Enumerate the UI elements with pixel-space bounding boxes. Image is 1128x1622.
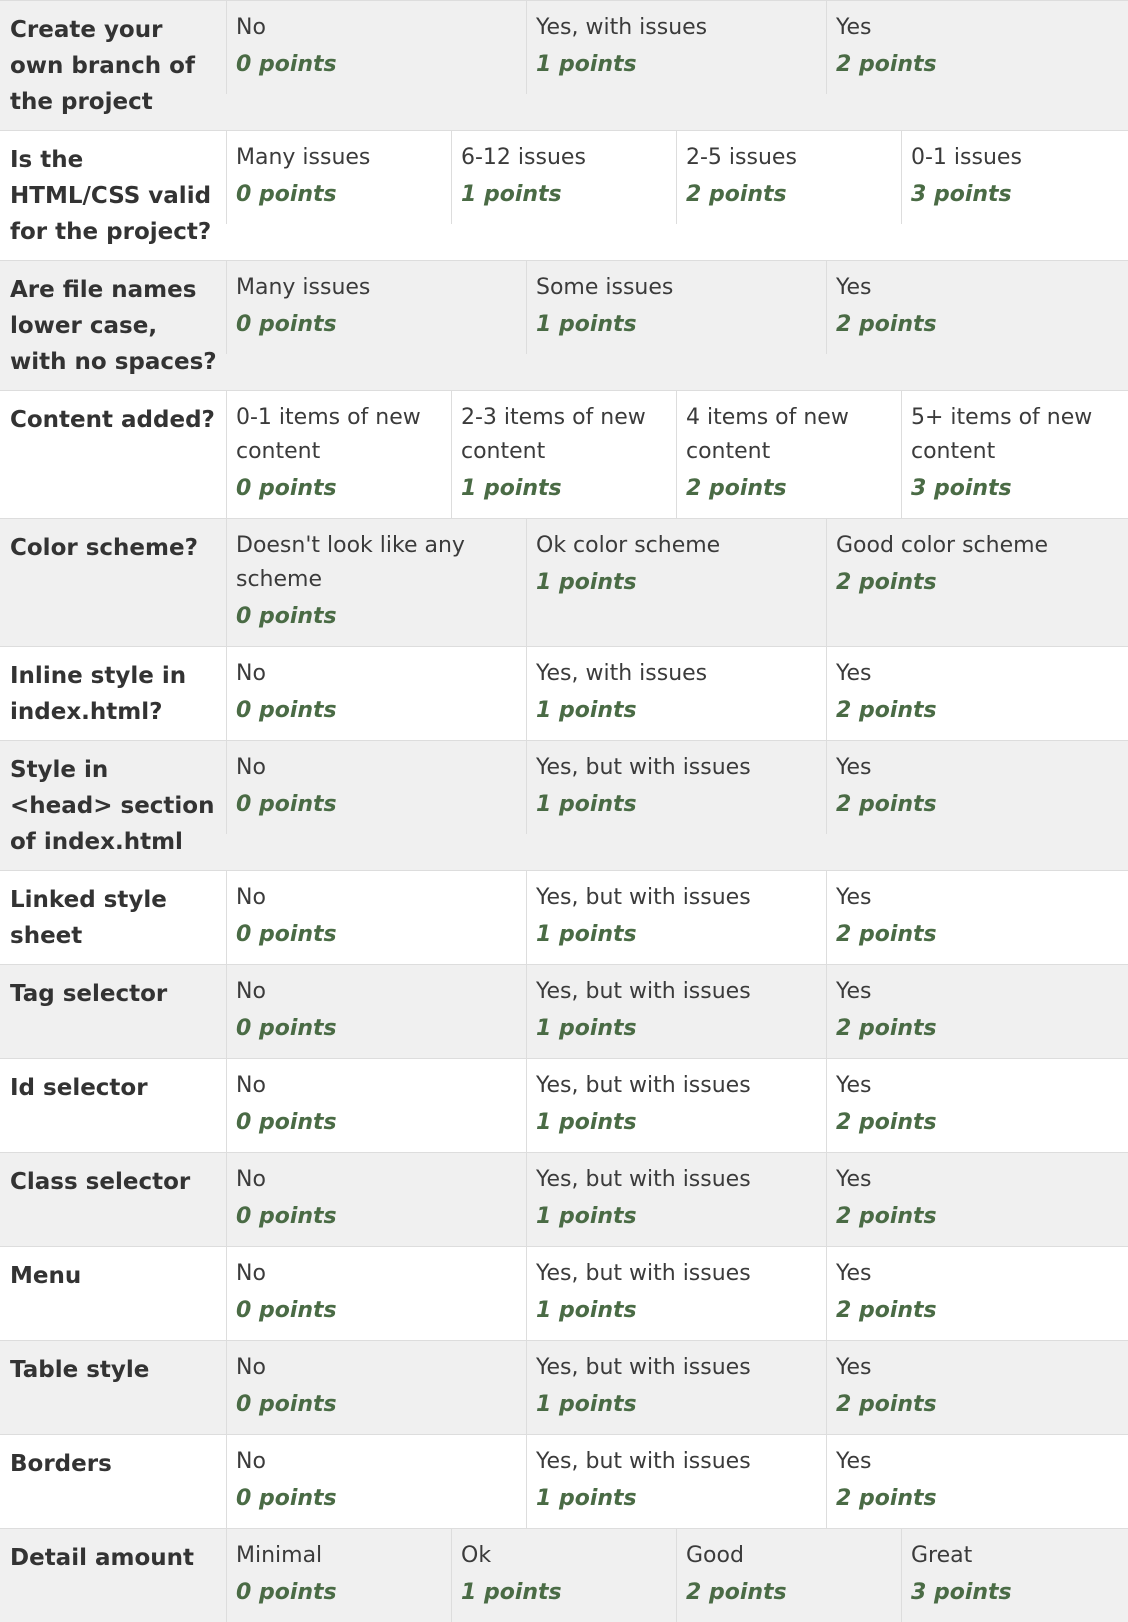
rating-levels <box>226 871 1128 964</box>
rating-description: No <box>236 1167 266 1192</box>
rating-points: 2 points <box>836 1016 937 1041</box>
criterion-label: Content added? <box>10 407 215 433</box>
rating-points: 1 points <box>536 570 637 595</box>
rubric-row <box>0 1340 1128 1434</box>
rating-points: 0 points <box>236 312 337 337</box>
rating-cell <box>226 261 526 354</box>
rating-cell <box>226 647 526 740</box>
rating-description: Yes, but with issues <box>536 885 751 910</box>
rating-points: 0 points <box>236 1016 337 1041</box>
rating-points: 0 points <box>236 922 337 947</box>
rating-cell <box>826 1153 1126 1246</box>
rating-description: Yes, but with issues <box>536 1261 751 1286</box>
rating-description: Yes, but with issues <box>536 979 751 1004</box>
rating-description: Good <box>686 1543 744 1568</box>
rating-description: No <box>236 979 266 1004</box>
rating-description: No <box>236 1355 266 1380</box>
rating-points: 2 points <box>836 312 937 337</box>
rating-cell <box>526 1 826 94</box>
rating-points: 0 points <box>236 1392 337 1417</box>
rating-description: Some issues <box>536 275 674 300</box>
rubric-row <box>0 390 1128 518</box>
rating-description: Yes <box>836 1167 872 1192</box>
criterion-label: Is the HTML/CSS valid for the project? <box>10 147 212 245</box>
rating-description: Many issues <box>236 145 371 170</box>
rating-cell <box>901 391 1126 518</box>
rating-cell <box>226 1059 526 1152</box>
rating-cell <box>226 741 526 834</box>
rating-points: 2 points <box>836 570 937 595</box>
rating-cell <box>826 871 1126 964</box>
rating-cell <box>526 741 826 834</box>
rating-description: Yes, with issues <box>536 661 708 686</box>
rating-cell <box>901 131 1126 224</box>
criterion-label: Class selector <box>10 1169 191 1195</box>
rating-points: 0 points <box>236 52 337 77</box>
rating-points: 3 points <box>911 182 1012 207</box>
rating-cell <box>451 131 676 224</box>
rating-points: 0 points <box>236 604 337 629</box>
rating-points: 1 points <box>461 182 562 207</box>
rating-points: 1 points <box>461 1580 562 1605</box>
rating-description: Yes <box>836 1261 872 1286</box>
rating-levels <box>226 391 1128 518</box>
rating-levels <box>226 519 1128 646</box>
rating-description: Yes <box>836 275 872 300</box>
rating-points: 1 points <box>536 1298 637 1323</box>
rating-cell <box>826 1247 1126 1340</box>
rating-points: 3 points <box>911 476 1012 501</box>
criterion-label: Id selector <box>10 1075 148 1101</box>
rating-points: 2 points <box>836 1298 937 1323</box>
rating-cell <box>526 1341 826 1434</box>
criterion-label: Linked style sheet <box>10 887 167 949</box>
rubric-row <box>0 646 1128 740</box>
rating-cell <box>826 965 1126 1058</box>
rating-levels <box>226 131 1128 224</box>
rating-levels <box>226 1059 1128 1152</box>
rating-points: 2 points <box>836 52 937 77</box>
rating-cell <box>451 391 676 518</box>
rating-cell <box>526 1153 826 1246</box>
rating-cell <box>826 1435 1126 1528</box>
rating-description: Yes <box>836 885 872 910</box>
rating-description: 2-5 issues <box>686 145 797 170</box>
rating-description: No <box>236 1073 266 1098</box>
rating-description: Yes, but with issues <box>536 1355 751 1380</box>
rating-cell <box>676 131 901 224</box>
rating-cell <box>826 261 1126 354</box>
rating-description: Yes <box>836 755 872 780</box>
rating-description: Yes, but with issues <box>536 1167 751 1192</box>
criterion-label: Style in <head> section of index.html <box>10 757 215 855</box>
rating-description: 5+ items of new content <box>911 405 1093 464</box>
rating-points: 1 points <box>461 476 562 501</box>
rating-points: 0 points <box>236 1298 337 1323</box>
rating-points: 0 points <box>236 1580 337 1605</box>
rating-points: 2 points <box>836 1110 937 1135</box>
criterion-label: Table style <box>10 1357 150 1383</box>
rating-points: 0 points <box>236 1110 337 1135</box>
rubric-row <box>0 740 1128 870</box>
rating-points: 1 points <box>536 312 637 337</box>
rating-description: Yes <box>836 1449 872 1474</box>
rating-points: 2 points <box>836 698 937 723</box>
rating-cell <box>826 741 1126 834</box>
rubric-row <box>0 1152 1128 1246</box>
rating-points: 1 points <box>536 698 637 723</box>
rating-cell <box>226 1341 526 1434</box>
rating-points: 2 points <box>686 182 787 207</box>
rating-points: 0 points <box>236 698 337 723</box>
rubric-row <box>0 0 1128 130</box>
rating-cell <box>226 519 526 646</box>
rating-description: Yes <box>836 979 872 1004</box>
rating-levels <box>226 741 1128 834</box>
rating-description: Great <box>911 1543 973 1568</box>
rating-points: 2 points <box>686 476 787 501</box>
rating-points: 0 points <box>236 1486 337 1511</box>
rubric-row <box>0 1058 1128 1152</box>
rating-cell <box>226 1435 526 1528</box>
rating-cell <box>226 1529 451 1622</box>
rating-cell <box>226 1 526 94</box>
rating-cell <box>901 1529 1126 1622</box>
rating-description: Yes <box>836 1355 872 1380</box>
rating-cell <box>226 391 451 518</box>
rating-points: 2 points <box>686 1580 787 1605</box>
rubric-row <box>0 518 1128 646</box>
rating-points: 0 points <box>236 476 337 501</box>
rubric-row <box>0 964 1128 1058</box>
rating-cell <box>526 519 826 646</box>
rating-description: Doesn't look like any scheme <box>236 533 465 592</box>
rating-description: No <box>236 1449 266 1474</box>
rating-cell <box>826 1 1126 94</box>
rating-levels <box>226 647 1128 740</box>
rating-cell <box>526 261 826 354</box>
rating-description: No <box>236 15 266 40</box>
rubric-row <box>0 1434 1128 1528</box>
rating-levels <box>226 1153 1128 1246</box>
rating-cell <box>226 1247 526 1340</box>
rating-levels <box>226 965 1128 1058</box>
rating-levels <box>226 1 1128 94</box>
rating-cell <box>676 391 901 518</box>
rating-cell <box>226 1153 526 1246</box>
rating-description: 2-3 items of new content <box>461 405 646 464</box>
rating-points: 0 points <box>236 792 337 817</box>
rating-points: 1 points <box>536 52 637 77</box>
rating-points: 1 points <box>536 1016 637 1041</box>
rating-points: 1 points <box>536 922 637 947</box>
rating-cell <box>526 647 826 740</box>
rating-cell <box>451 1529 676 1622</box>
rating-description: No <box>236 885 266 910</box>
criterion-label: Create your own branch of the project <box>10 17 195 115</box>
rating-points: 2 points <box>836 792 937 817</box>
rubric-row <box>0 130 1128 260</box>
rating-description: Yes, but with issues <box>536 1449 751 1474</box>
rating-cell <box>826 1059 1126 1152</box>
rating-cell <box>226 965 526 1058</box>
rating-points: 1 points <box>536 1204 637 1229</box>
rating-cell <box>526 965 826 1058</box>
rating-points: 2 points <box>836 1204 937 1229</box>
rubric-row <box>0 1528 1128 1622</box>
rubric-row <box>0 870 1128 964</box>
rating-description: 6-12 issues <box>461 145 586 170</box>
rating-points: 0 points <box>236 1204 337 1229</box>
rating-points: 2 points <box>836 1486 937 1511</box>
rating-cell <box>526 871 826 964</box>
criterion-label: Are file names lower case, with no spaces? <box>10 277 217 375</box>
rating-description: Yes, but with issues <box>536 755 751 780</box>
criterion-label: Tag selector <box>10 981 168 1007</box>
rating-description: No <box>236 755 266 780</box>
rubric-row <box>0 260 1128 390</box>
rating-description: Yes <box>836 661 872 686</box>
rating-description: Ok <box>461 1543 492 1568</box>
criterion-label: Borders <box>10 1451 112 1477</box>
rating-points: 0 points <box>236 182 337 207</box>
rating-points: 2 points <box>836 922 937 947</box>
rating-description: Minimal <box>236 1543 323 1568</box>
rating-description: Many issues <box>236 275 371 300</box>
rating-cell <box>676 1529 901 1622</box>
rating-description: No <box>236 1261 266 1286</box>
rating-cell <box>226 871 526 964</box>
rating-levels <box>226 1247 1128 1340</box>
rating-description: No <box>236 661 266 686</box>
rating-levels <box>226 1529 1128 1622</box>
criterion-label: Detail amount <box>10 1545 195 1571</box>
rating-cell <box>826 1341 1126 1434</box>
rating-levels <box>226 261 1128 354</box>
rating-cell <box>826 519 1126 646</box>
rating-points: 2 points <box>836 1392 937 1417</box>
rating-levels <box>226 1435 1128 1528</box>
rating-cell <box>226 131 451 224</box>
rating-cell <box>526 1435 826 1528</box>
rating-description: 4 items of new content <box>686 405 849 464</box>
rating-description: Ok color scheme <box>536 533 721 558</box>
rating-description: Yes, but with issues <box>536 1073 751 1098</box>
rating-points: 1 points <box>536 792 637 817</box>
rating-points: 1 points <box>536 1486 637 1511</box>
rubric-row <box>0 1246 1128 1340</box>
rating-description: Yes <box>836 1073 872 1098</box>
criterion-label: Color scheme? <box>10 535 198 561</box>
criterion-label: Menu <box>10 1263 82 1289</box>
rating-description: Yes <box>836 15 872 40</box>
rating-points: 3 points <box>911 1580 1012 1605</box>
rating-levels <box>226 1341 1128 1434</box>
rating-points: 1 points <box>536 1392 637 1417</box>
rating-cell <box>826 647 1126 740</box>
rating-cell <box>526 1247 826 1340</box>
rating-description: Yes, with issues <box>536 15 708 40</box>
criterion-label: Inline style in index.html? <box>10 663 187 725</box>
rating-description: 0-1 issues <box>911 145 1022 170</box>
rating-points: 1 points <box>536 1110 637 1135</box>
rating-description: 0-1 items of new content <box>236 405 421 464</box>
rating-description: Good color scheme <box>836 533 1049 558</box>
rating-cell <box>526 1059 826 1152</box>
